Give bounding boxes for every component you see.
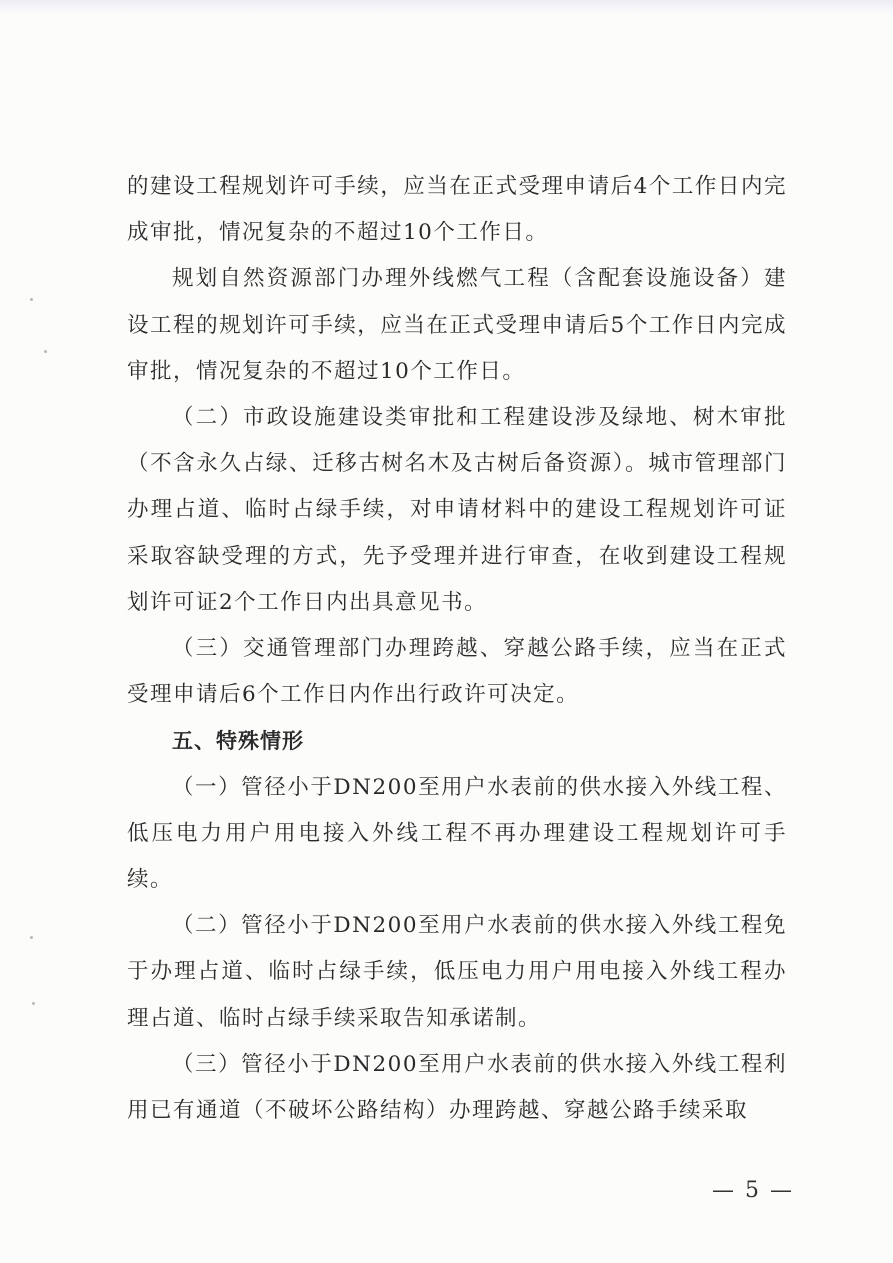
paragraph-special-two: （二）管径小于DN200至用户水表前的供水接入外线工程免于办理占道、临时占绿手续，低压电力用户用电接入外线工程办理占道、临时占绿手续采取告知承诺制。	[127, 913, 787, 1031]
paragraph-traffic-permit: （三）交通管理部门办理跨越、穿越公路手续，应当在正式受理申请后6个工作日内作出行政许可决定。	[127, 636, 787, 708]
paragraph-municipal-approval: （二）市政设施建设类审批和工程建设涉及绿地、树木审批（不含永久占绿、迁移古树名木及古树后备资源）。城市管理部门办理占道、临时占绿手续，对申请材料中的建设工程规划许可证采取容缺受理的方式，先予受理并进行审查，在收到建设工程规划许可证2个工作日内出具意见书。	[127, 405, 787, 615]
scan-top-edge	[0, 0, 893, 16]
paragraph-continuation: 的建设工程规划许可手续，应当在正式受理申请后4个工作日内完成审批，情况复杂的不超过10个工作日。	[127, 174, 787, 246]
paragraph-gas-permit: 规划自然资源部门办理外线燃气工程（含配套设施设备）建设工程的规划许可手续，应当在正式受理申请后5个工作日内完成审批，情况复杂的不超过10个工作日。	[127, 266, 787, 384]
page-number: — 5 —	[712, 1178, 794, 1203]
paragraph-special-one: （一）管径小于DN200至用户水表前的供水接入外线工程、低压电力用户用电接入外线工程不再办理建设工程规划许可手续。	[127, 774, 787, 893]
section-heading: 五、特殊情形	[172, 729, 304, 754]
scan-speck	[30, 298, 33, 301]
scan-speck	[32, 1002, 35, 1005]
scan-speck	[44, 350, 47, 353]
scan-speck	[30, 936, 33, 939]
paragraph-special-three: （三）管径小于DN200至用户水表前的供水接入外线工程利用已有通道（不破坏公路结构）办理跨越、穿越公路手续采取	[127, 1051, 787, 1124]
document-body	[127, 164, 787, 1134]
